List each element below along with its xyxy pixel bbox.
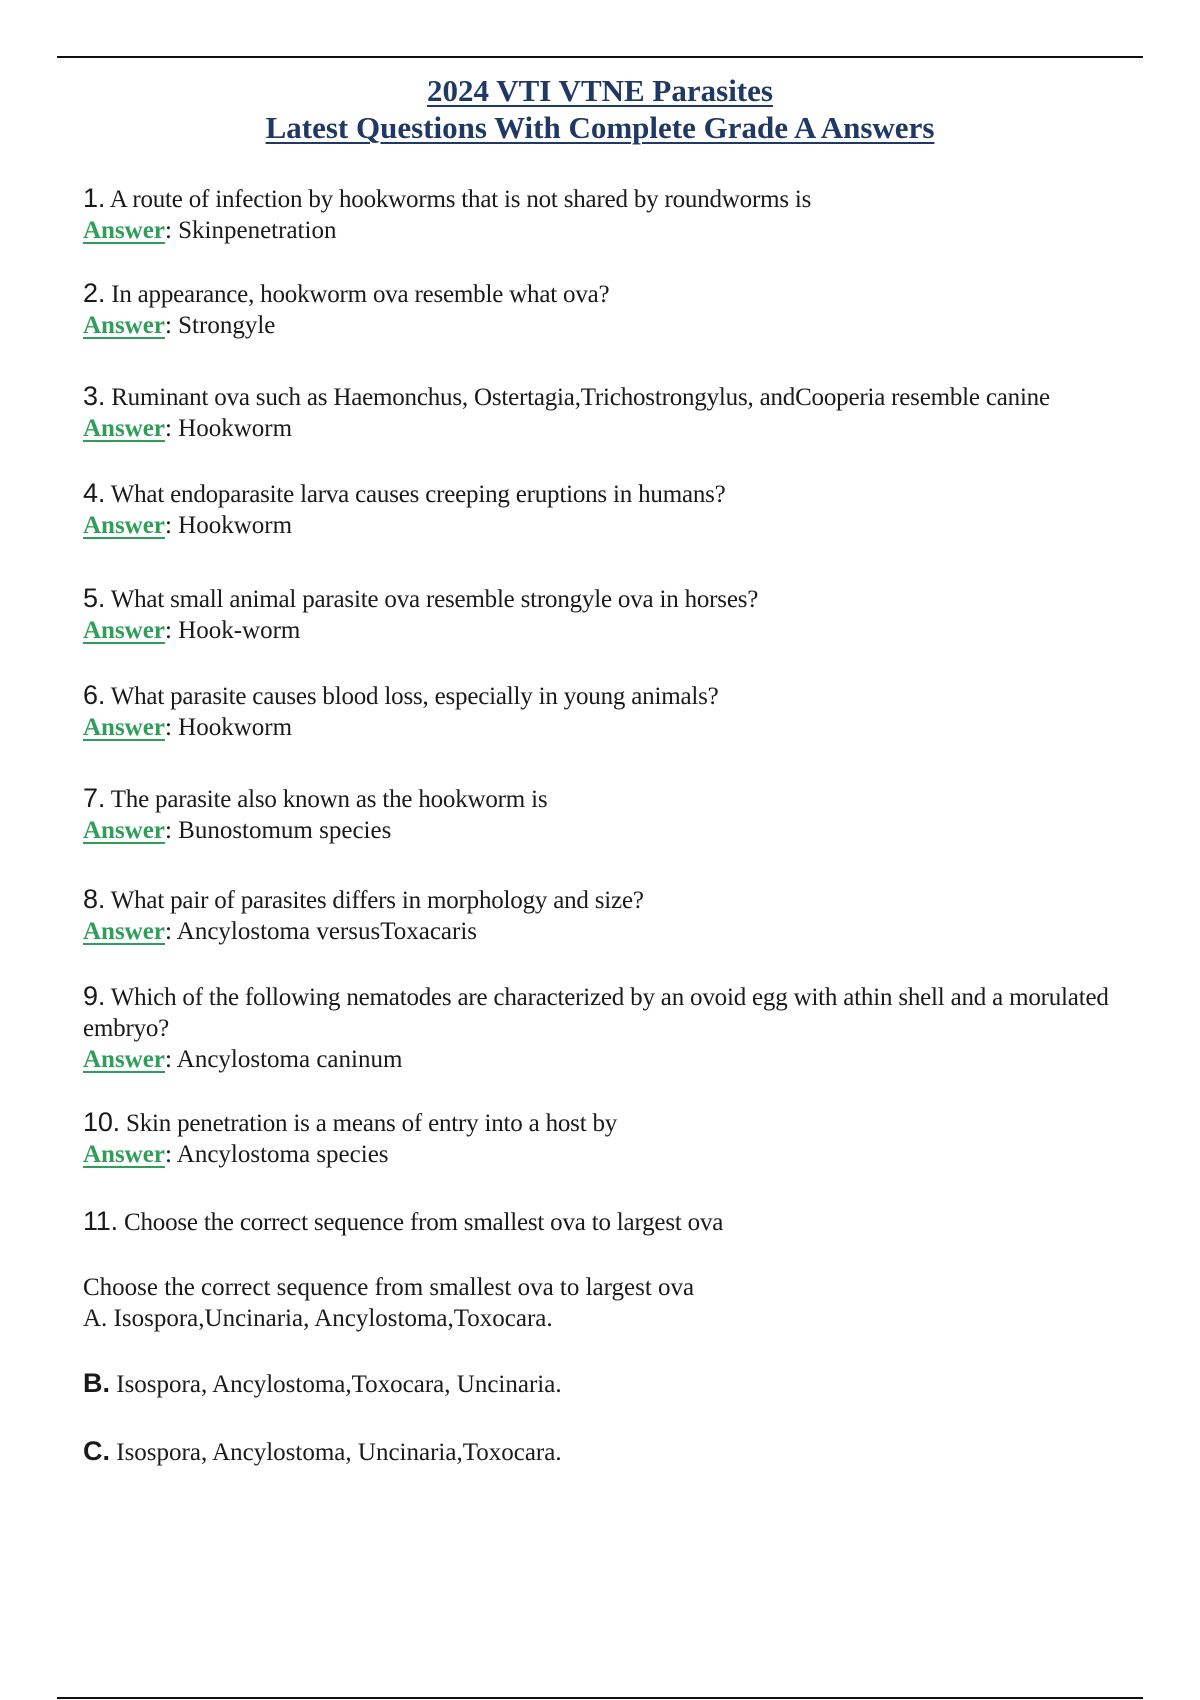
answer-label: Answer [83,918,165,945]
question-text: 8. What pair of parasites differs in morphology and size? [83,884,644,914]
answer-text: Ancylostoma caninum [176,1046,403,1073]
question-text: 5. What small animal parasite ova resemble strongyle ova in horses? [83,583,759,613]
answer-line: Answer: Skinpenetration [83,217,337,244]
bottom-rule [57,1697,1143,1699]
title-line-2: Latest Questions With Complete Grade A Answers [265,110,935,145]
question-list [83,183,1143,1468]
answer-text: Strongyle [178,312,276,339]
question-item [83,381,1143,444]
question-text: 7. The parasite also known as the hookworm is [83,783,548,813]
question-text: 4. What endoparasite larva causes creeping eruptions in humans? [83,478,726,508]
answer-label: Answer [83,617,165,644]
question-item [83,783,1143,846]
answer-line: Answer: Hook-worm [83,617,301,644]
question-item [83,583,1143,646]
question-item [83,478,1143,541]
question-item [83,680,1143,743]
question-text: 3. Ruminant ova such as Haemonchus, Ostertagia,Trichostrongylus, andCooperia resemble canine [83,381,1050,411]
answer-label: Answer [83,817,165,844]
answer-label: Answer [83,217,165,244]
answer-label: Answer [83,312,165,339]
question-text: 9. Which of the following nematodes are characterized by an ovoid egg with athin shell and a morulated embryo? [83,981,1109,1042]
question-item [83,981,1143,1075]
answer-text: Hookworm [178,714,293,741]
question-text: 1. A route of infection by hookworms that is not shared by roundworms is [83,183,812,213]
answer-label: Answer [83,714,165,741]
option-a: A. Isospora,Uncinaria, Ancylostoma,Toxocara. [83,1305,553,1332]
question-item-11 [83,1206,1143,1468]
answer-text: Hookworm [178,415,293,442]
question-text: 6. What parasite causes blood loss, especially in young animals? [83,680,719,710]
answer-label: Answer [83,1141,165,1168]
answer-text: Hookworm [178,512,293,539]
answer-line: Answer: Bunostomum species [83,817,392,844]
answer-line: Answer: Hookworm [83,415,293,442]
answer-label: Answer [83,415,165,442]
question-item [83,884,1143,947]
answer-text: Ancylostoma species [176,1141,389,1168]
question-text: 10. Skin penetration is a means of entry into a host by [83,1107,618,1137]
answer-text: Skinpenetration [178,217,337,244]
answer-line: Answer: Ancylostoma versusToxacaris [83,918,478,945]
answer-label: Answer [83,512,165,539]
answer-line: Answer: Hookworm [83,714,293,741]
title-line-1: 2024 VTI VTNE Parasites [427,73,773,108]
question-repeat-text: Choose the correct sequence from smallest ova to largest ova [83,1274,695,1301]
top-rule [57,56,1143,58]
answer-text: Bunostomum species [178,817,392,844]
answer-line: Answer: Hookworm [83,512,293,539]
question-item [83,183,1143,246]
document-title [0,72,1200,146]
question-item [83,1107,1143,1170]
question-item [83,278,1143,341]
answer-label: Answer [83,1046,165,1073]
answer-text: Ancylostoma versusToxacaris [176,918,478,945]
question-text: 11. Choose the correct sequence from smallest ova to largest ova [83,1206,724,1236]
option-c: C. Isospora, Ancylostoma, Uncinaria,Toxocara. [83,1436,562,1466]
question-text: 2. In appearance, hookworm ova resemble what ova? [83,278,610,308]
answer-text: Hook-worm [178,617,301,644]
option-b: B. Isospora, Ancylostoma,Toxocara, Uncinaria. [83,1368,562,1398]
answer-line: Answer: Strongyle [83,312,276,339]
answer-line: Answer: Ancylostoma species [83,1141,389,1168]
answer-line: Answer: Ancylostoma caninum [83,1046,403,1073]
